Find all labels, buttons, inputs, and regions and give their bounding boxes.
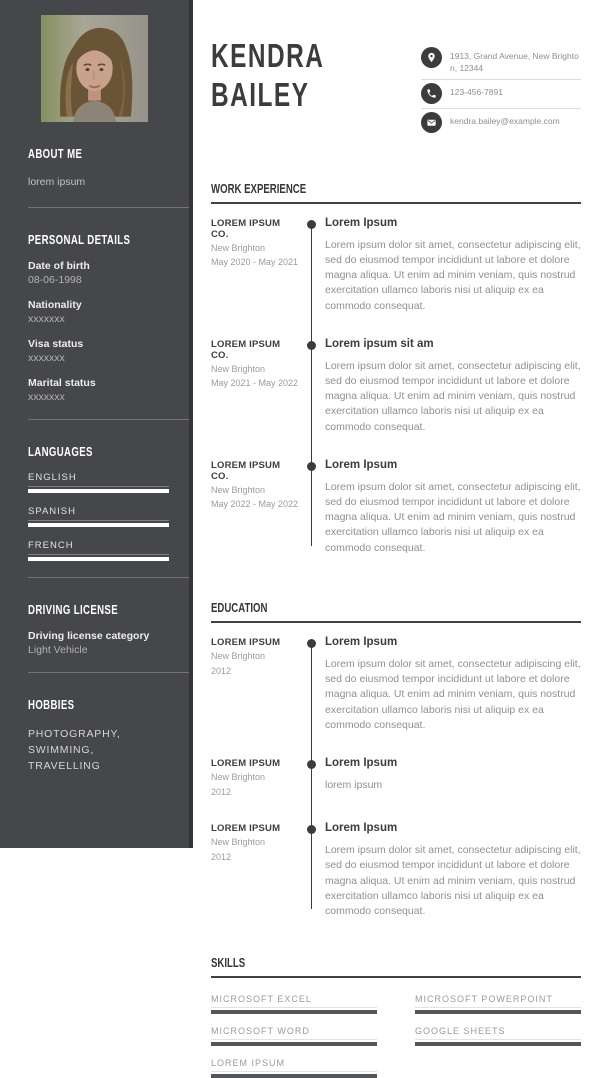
- sidebar-divider: [28, 419, 189, 420]
- timeline-column: [299, 822, 324, 919]
- last-name: BAILEY: [211, 75, 310, 113]
- address-text: 1913, Grand Avenue, New Brighton, 12344: [450, 51, 579, 74]
- work-experience-section: [211, 181, 581, 558]
- school-name: LOREM IPSUM: [211, 758, 281, 769]
- language-label: SPANISH: [28, 506, 169, 521]
- contact-phone-row: [421, 80, 581, 109]
- sidebar-divider: [28, 672, 189, 673]
- hobbies-section: [0, 697, 189, 775]
- timeline-column: [299, 757, 324, 798]
- education-entry: [211, 636, 581, 733]
- skill-label: MICROSOFT WORD: [211, 1026, 377, 1040]
- education-dates: 2012: [211, 786, 232, 797]
- skill-item: [211, 1026, 377, 1046]
- education-description: Lorem ipsum dolor sit amet, consectetur adipiscing elit, sed do eiusmod tempor incididunt ut labore et dolore magna aliqua. Ut enim ad minim veniam, quis nostrud exercitation ullamco laboris nisi ut aliquip ex ea commodo consequat.: [325, 844, 581, 918]
- detail-label: Visa status: [28, 337, 84, 350]
- detail-label: Marital status: [28, 376, 96, 389]
- hobbies-title: HOBBIES: [28, 696, 75, 712]
- skill-item: [211, 994, 377, 1014]
- work-dates: May 2022 - May 2022: [211, 499, 299, 510]
- timeline-dot: [307, 639, 316, 648]
- about-section: [0, 146, 189, 191]
- detail-item: [28, 630, 169, 656]
- degree-title: Lorem Ipsum: [325, 635, 398, 648]
- school-name: LOREM IPSUM: [211, 636, 281, 648]
- skill-label: MICROSOFT EXCEL: [211, 994, 377, 1008]
- languages-title: LANGUAGES: [28, 443, 93, 459]
- education-dates: 2012: [211, 851, 232, 862]
- education-entry-body: [324, 757, 581, 798]
- timeline-dot: [307, 341, 316, 350]
- job-description: Lorem ipsum dolor sit amet, consectetur adipiscing elit, sed do eiusmod tempor incididunt ut labore et dolore magna aliqua. Ut enim ad minim veniam, quis nostrud exercitation ullamco laboris nisi ut aliquip ex ea commodo consequat.: [325, 238, 581, 312]
- company-name: LOREM IPSUM CO.: [211, 338, 281, 361]
- education-description: lorem ipsum: [325, 779, 383, 791]
- detail-item: [28, 338, 169, 364]
- job-title: Lorem Ipsum: [325, 458, 398, 471]
- skills-section: [211, 955, 581, 1078]
- timeline-column: [299, 459, 324, 556]
- skill-label: MICROSOFT POWERPOINT: [415, 994, 581, 1008]
- skills-grid: [211, 982, 581, 1078]
- about-title: [28, 146, 169, 161]
- hobbies-text: PHOTOGRAPHY, SWIMMING, TRAVELLING: [28, 727, 121, 773]
- job-title: Lorem Ipsum: [325, 216, 398, 229]
- company-location: New Brighton: [211, 242, 266, 253]
- school-location: New Brighton: [211, 772, 266, 782]
- timeline-dot: [307, 220, 316, 229]
- education-entry: [211, 822, 581, 919]
- header: [211, 0, 581, 137]
- degree-title: Lorem Ipsum: [325, 822, 398, 835]
- timeline-column: [299, 217, 324, 314]
- skills-title: SKILLS: [211, 955, 581, 978]
- degree-title: Lorem Ipsum: [325, 757, 398, 769]
- company-name: LOREM IPSUM CO.: [211, 217, 281, 240]
- skill-item: [415, 994, 581, 1014]
- education-entry-meta: [211, 757, 299, 798]
- work-entry: [211, 459, 581, 556]
- work-experience-entries: [211, 217, 581, 558]
- skill-level-bar: [415, 1042, 581, 1046]
- job-title: Lorem ipsum sit am: [325, 337, 434, 350]
- skill-level-bar: [211, 1074, 377, 1078]
- school-location: New Brighton: [211, 837, 266, 848]
- about-text: lorem ipsum: [28, 176, 86, 188]
- contact-info: [421, 44, 581, 137]
- timeline-dot: [307, 760, 316, 769]
- detail-label: Nationality: [28, 298, 82, 311]
- education-description: Lorem ipsum dolor sit amet, consectetur adipiscing elit, sed do eiusmod tempor incididunt ut labore et dolore magna aliqua. Ut enim ad minim veniam, quis nostrud exercitation ullamco laboris nisi ut aliquip ex ea commodo consequat.: [325, 657, 581, 731]
- detail-item: [28, 299, 169, 325]
- phone-text: 123-456-7891: [450, 86, 503, 97]
- work-entry-body: [324, 338, 581, 435]
- work-dates: May 2020 - May 2021: [211, 257, 299, 268]
- company-name: LOREM IPSUM CO.: [211, 459, 281, 482]
- work-entry-meta: [211, 459, 299, 556]
- skill-level-bar: [415, 1010, 581, 1014]
- skill-label: GOOGLE SHEETS: [415, 1026, 581, 1040]
- sidebar-divider: [28, 577, 189, 578]
- detail-value: xxxxxxx: [28, 390, 65, 403]
- education-entry-meta: [211, 822, 299, 919]
- work-experience-title: WORK EXPERIENCE: [211, 181, 581, 204]
- language-level-bar: [28, 489, 169, 493]
- education-entry-meta: [211, 636, 299, 733]
- skill-level-bar: [211, 1010, 377, 1014]
- detail-value: Light Vehicle: [28, 643, 88, 656]
- work-entry-body: [324, 459, 581, 556]
- work-dates: May 2021 - May 2022: [211, 378, 299, 389]
- location-icon: [421, 47, 442, 68]
- timeline-column: [299, 636, 324, 733]
- education-section: [211, 600, 581, 921]
- detail-value: 08-06-1998: [28, 273, 82, 286]
- sidebar: [0, 0, 193, 848]
- work-entry-meta: [211, 217, 299, 314]
- timeline-column: [299, 338, 324, 435]
- job-description: Lorem ipsum dolor sit amet, consectetur adipiscing elit, sed do eiusmod tempor incididunt ut labore et dolore magna aliqua. Ut enim ad minim veniam, quis nostrud exercitation ullamco laboris nisi ut aliquip ex ea commodo consequat.: [325, 480, 581, 554]
- sidebar-divider: [28, 207, 189, 208]
- language-item: [28, 540, 169, 561]
- work-entry: [211, 217, 581, 314]
- skill-level-bar: [211, 1042, 377, 1046]
- work-entry-meta: [211, 338, 299, 435]
- about-title-text: ABOUT ME: [28, 146, 83, 161]
- language-level-bar: [28, 523, 169, 527]
- work-entry: [211, 338, 581, 435]
- skills-column-right: [415, 982, 581, 1078]
- portrait-placeholder: [41, 15, 148, 122]
- detail-value: xxxxxxx: [28, 312, 65, 325]
- language-label: FRENCH: [28, 540, 169, 555]
- contact-email-row: [421, 109, 581, 137]
- driving-license-section: [0, 602, 189, 656]
- language-level-bar: [28, 557, 169, 561]
- main-content: [193, 0, 600, 1069]
- skill-label: LOREM IPSUM: [211, 1058, 377, 1072]
- work-entry-body: [324, 217, 581, 314]
- education-entry-body: [324, 636, 581, 733]
- email-icon: [421, 112, 442, 133]
- company-location: New Brighton: [211, 484, 266, 495]
- language-item: [28, 506, 169, 527]
- education-entry-body: [324, 822, 581, 919]
- timeline-dot: [307, 825, 316, 834]
- education-title: EDUCATION: [211, 600, 581, 623]
- phone-icon: [421, 83, 442, 104]
- school-location: New Brighton: [211, 650, 266, 661]
- first-name: KENDRA: [211, 37, 325, 74]
- contact-address-row: [421, 44, 581, 80]
- detail-item: [28, 377, 169, 403]
- timeline-dot: [307, 462, 316, 471]
- education-entries: [211, 636, 581, 921]
- email-text: kendra.bailey@example.com: [450, 115, 560, 126]
- skills-column-left: [211, 982, 377, 1078]
- language-item: [28, 472, 169, 493]
- languages-section: [0, 444, 189, 561]
- job-description: Lorem ipsum dolor sit amet, consectetur adipiscing elit, sed do eiusmod tempor incididunt ut labore et dolore magna aliqua. Ut enim ad minim veniam, quis nostrud exercitation ullamco laboris nisi ut aliquip ex ea commodo consequat.: [325, 359, 581, 433]
- education-dates: 2012: [211, 665, 232, 676]
- skill-item: [211, 1058, 377, 1078]
- detail-label: Driving license category: [28, 629, 150, 642]
- school-name: LOREM IPSUM: [211, 823, 281, 835]
- skill-item: [415, 1026, 581, 1046]
- education-entry: [211, 757, 581, 798]
- personal-details-section: [0, 232, 189, 403]
- detail-item: [28, 260, 169, 286]
- driving-license-title: DRIVING LICENSE: [28, 601, 119, 617]
- company-location: New Brighton: [211, 363, 266, 374]
- profile-photo: [41, 15, 148, 122]
- detail-label: Date of birth: [28, 259, 90, 272]
- personal-details-title: PERSONAL DETAILS: [28, 231, 131, 247]
- detail-value: xxxxxxx: [28, 351, 65, 364]
- language-label: ENGLISH: [28, 472, 169, 487]
- candidate-name: [211, 37, 364, 113]
